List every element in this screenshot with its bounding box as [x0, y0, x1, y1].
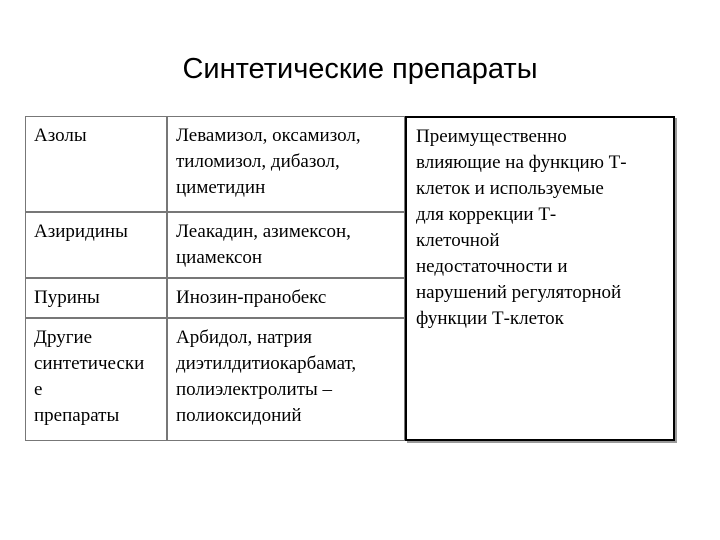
drug-table [25, 116, 675, 441]
table-cell-class: Пурины [25, 278, 167, 318]
table-cell-class: Азиридины [25, 212, 167, 278]
table-cell-drugs: Инозин-пранобекс [167, 278, 405, 318]
table-cell-drugs: Левамизол, оксамизол, тиломизол, дибазол, циметидин [167, 116, 405, 212]
slide-title: Синтетические препараты [182, 53, 538, 85]
table-cell-description: Преимущественно влияющие на функцию Т- клеток и используемые для коррекции Т- клеточной недостаточности и нарушений регуляторной функции Т-клеток [405, 116, 675, 441]
table-cell-drugs: Леакадин, азимексон, циамексон [167, 212, 405, 278]
table-cell-class: Азолы [25, 116, 167, 212]
table-cell-class: Другие синтетически е препараты [25, 318, 167, 441]
table-cell-drugs: Арбидол, натрия диэтилдитиокарбамат, полиэлектролиты – полиоксидоний [167, 318, 405, 441]
